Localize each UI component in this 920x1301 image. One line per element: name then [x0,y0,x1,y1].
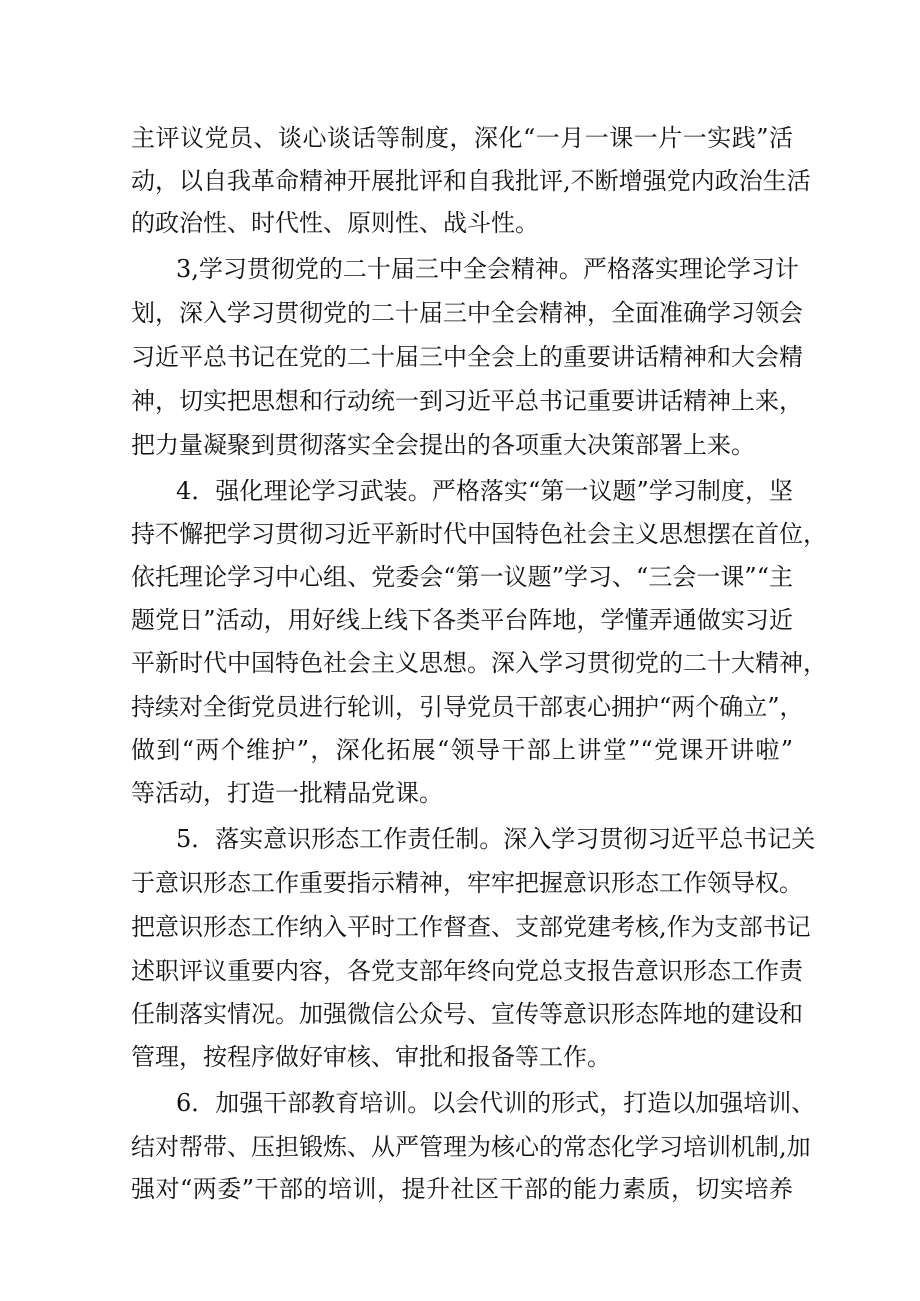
text-line: 持续对全街党员进行轮训，引导党员干部衷心拥护“两个确立”， [131,693,804,721]
text-line: 把力量凝聚到贯彻落实全会提出的各项重大决策部署上来。 [131,431,755,459]
text-line: 述职评议重要内容，各党支部年终向党总支报告意识形态工作责 [131,957,803,985]
text-line: 任制落实情况。加强微信公众号、宣传等意识形态阵地的建设和 [131,1000,803,1028]
text-line: 把意识形态工作纳入平时工作督查、支部党建考核,作为支部书记 [131,913,811,941]
text-line: 神，切实把思想和行动统一到习近平总书记重要讲话精神上来， [131,387,803,415]
text-line: 4．强化理论学习武装。严格落实“第一议题”学习制度，坚 [176,477,793,505]
text-line: 平新时代中国特色社会主义思想。深入学习贯彻党的二十大精神， [131,649,827,677]
text-line: 6．加强干部教育培训。以会代训的形式，打造以加强培训、 [176,1089,816,1117]
text-line: 依托理论学习中心组、党委会“第一议题”学习、“三会一课”“主 [131,563,793,591]
text-line: 强对“两委”干部的培训，提升社区干部的能力素质，切实培养 [131,1175,793,1203]
text-line: 动，以自我革命精神开展批评和自我批评,不断增强党内政治生活 [131,167,811,195]
text-line: 做到“两个维护”，深化拓展“领导干部上讲堂”“党课开讲啦” [131,736,793,764]
text-line: 5．落实意识形态工作责任制。深入学习贯彻习近平总书记关 [176,825,816,853]
text-line: 划，深入学习贯彻党的二十届三中全会精神，全面准确学习领会 [131,299,803,327]
text-line: 管理，按程序做好审核、审批和报备等工作。 [131,1043,611,1071]
text-line: 习近平总书记在党的二十届三中全会上的重要讲话精神和大会精 [131,343,803,371]
text-line: 持不懈把学习贯彻习近平新时代中国特色社会主义思想摆在首位， [131,520,827,548]
text-line: 于意识形态工作重要指示精神，牢牢把握意识形态工作领导权。 [131,869,803,897]
text-line: 主评议党员、谈心谈话等制度，深化“一月一课一片一实践”活 [131,124,793,152]
text-line: 3,学习贯彻党的二十届三中全会精神。严格落实理论学习计 [176,255,799,283]
text-line: 结对帮带、压担锻炼、从严管理为核心的常态化学习培训机制,加 [131,1133,811,1161]
text-line: 题党日”活动，用好线上线下各类平台阵地，学懂弄通做实习近 [131,606,793,634]
text-line: 的政治性、时代性、原则性、战斗性。 [131,209,539,237]
text-line: 等活动，打造一批精品党课。 [131,779,443,807]
